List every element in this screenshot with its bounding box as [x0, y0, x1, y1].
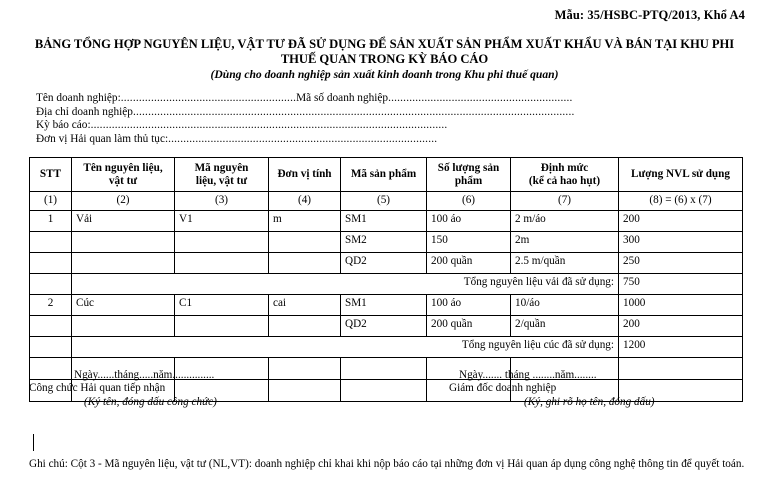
cell-material-used: 300: [619, 232, 743, 253]
cell-stt: 2: [30, 295, 72, 316]
cell-product-qty: 200 quần: [427, 316, 511, 337]
cell-unit: [269, 232, 341, 253]
cell-material-name: [72, 232, 175, 253]
col-header-material-code-l2: liệu, vật tư: [195, 174, 248, 187]
col-number-6: (6): [427, 192, 511, 211]
cell-total-value: 1200: [619, 337, 743, 358]
cell-material-name: [72, 253, 175, 274]
signature-right-note: (Ký, ghi rõ họ tên, đóng dấu): [524, 395, 655, 408]
col-number-3: (3): [175, 192, 269, 211]
col-number-2: (2): [72, 192, 175, 211]
cell-product-code: SM2: [341, 232, 427, 253]
table-row: [30, 253, 743, 274]
label-report-period: Kỳ báo cáo:: [36, 119, 91, 132]
cell-norm: 2/quần: [511, 316, 619, 337]
col-number-4: (4): [269, 192, 341, 211]
col-header-stt-l1: STT: [39, 168, 62, 180]
label-company-address: Địa chỉ doanh nghiệp: [36, 105, 133, 118]
cell-stt: [30, 274, 72, 295]
col-header-product-code: [341, 158, 427, 192]
table-row: [30, 211, 743, 232]
cell-product-qty: 150: [427, 232, 511, 253]
cell-material-name: Vải: [72, 211, 175, 232]
col-header-material-used-l1: Lượng NVL sử dụng: [631, 168, 730, 180]
col-header-material-name-l2: vật tư: [108, 174, 138, 187]
cell-norm: 10/áo: [511, 295, 619, 316]
col-header-product-code-l1: Mã sản phẩm: [350, 168, 417, 180]
label-company-name: Tên doanh nghiệp:: [36, 92, 121, 104]
cell-product-qty: 100 áo: [427, 211, 511, 232]
col-header-norm-l2: (kể cả hao hụt): [528, 174, 601, 187]
cell-product-qty: 100 áo: [427, 295, 511, 316]
info-line-company-name: [36, 92, 736, 106]
table-total-row: [30, 274, 743, 295]
cell-unit: [269, 316, 341, 337]
cell-material-used: 250: [619, 253, 743, 274]
cell-stt: [30, 316, 72, 337]
cell-unit: m: [269, 211, 341, 232]
info-line-customs-unit: [36, 133, 736, 147]
materials-table-wrapper: [29, 157, 742, 402]
label-customs-unit: Đơn vị Hải quan làm thủ tục:: [36, 133, 169, 146]
footnote: Ghi chú: Cột 3 - Mã nguyên liệu, vật tư (NL,VT): doanh nghiệp chỉ khai khi nộp báo cáo tại những đơn vị Hải quan áp dụng công nghệ thông tin để quyết toán.: [29, 458, 745, 470]
cell-product-code: SM1: [341, 295, 427, 316]
col-header-product-qty: [427, 158, 511, 192]
dots-report-period: ......................................................................................................................: [90, 119, 448, 132]
col-header-material-used: [619, 158, 743, 192]
cell-total-label: Tổng nguyên liệu cúc đã sử dụng:: [72, 337, 619, 358]
cell-material-code: C1: [175, 295, 269, 316]
col-header-unit: [269, 158, 341, 192]
table-row: [30, 316, 743, 337]
cell-stt: [30, 337, 72, 358]
cell-material-code: [175, 232, 269, 253]
cell-norm: 2m: [511, 232, 619, 253]
col-number-8: (8) = (6) x (7): [619, 192, 743, 211]
col-number-7: (7): [511, 192, 619, 211]
col-number-5: (5): [341, 192, 427, 211]
table-column-number-row: [30, 192, 743, 211]
signature-date-row: [29, 369, 742, 409]
materials-table: [29, 157, 743, 402]
cell-stt: [30, 253, 72, 274]
cell-product-code: SM1: [341, 211, 427, 232]
cell-unit: [269, 253, 341, 274]
cell-norm: 2.5 m/quần: [511, 253, 619, 274]
cell-material-code: [175, 253, 269, 274]
signature-right-date: Ngày....... tháng ........năm........: [459, 369, 597, 381]
page-title: BẢNG TỔNG HỢP NGUYÊN LIỆU, VẬT TƯ ĐÃ SỬ DỤNG ĐỂ SẢN XUẤT SẢN PHẨM XUẤT KHẨU VÀ BÁN TẠI KHU PHI THUẾ QUAN TRONG KỲ BÁO CÁO: [34, 37, 735, 66]
cell-stt: [30, 232, 72, 253]
table-head: [30, 158, 743, 211]
col-header-product-qty-l1: Số lượng sản: [437, 161, 500, 174]
dots-company-code: .............................................................: [388, 92, 573, 104]
text-cursor-caret: [33, 434, 34, 451]
dots-customs-unit: .........................................................................................: [168, 133, 438, 146]
company-info-block: [36, 92, 736, 147]
cell-unit: cai: [269, 295, 341, 316]
col-header-norm-l1: Định mức: [540, 161, 589, 174]
cell-norm: 2 m/áo: [511, 211, 619, 232]
col-number-1: (1): [30, 192, 72, 211]
cell-total-label: Tổng nguyên liệu vải đã sử dụng:: [72, 274, 619, 295]
cell-material-code: [175, 316, 269, 337]
cell-total-value: 750: [619, 274, 743, 295]
table-header-row: [30, 158, 743, 192]
dots-company-name: ..........................................................: [120, 92, 297, 104]
cell-product-qty: 200 quần: [427, 253, 511, 274]
cell-material-used: 200: [619, 316, 743, 337]
cell-stt: 1: [30, 211, 72, 232]
signature-left-note: (Ký tên, đóng dấu công chức): [84, 395, 217, 408]
cell-material-code: V1: [175, 211, 269, 232]
dots-company-address: ..................................................................................................................................................: [132, 105, 575, 118]
cell-product-code: QD2: [341, 316, 427, 337]
cell-material-name: [72, 316, 175, 337]
col-header-material-code: [175, 158, 269, 192]
form-code: Mẫu: 35/HSBC-PTQ/2013, Khổ A4: [554, 8, 745, 22]
col-header-material-name-l1: Tên nguyên liệu,: [83, 161, 163, 174]
col-header-material-name: [72, 158, 175, 192]
page-subtitle: (Dùng cho doanh nghiệp sản xuất kinh doanh trong Khu phi thuế quan): [210, 68, 559, 81]
signature-right-column: [449, 369, 742, 409]
signature-left-role: Công chức Hải quan tiếp nhận: [29, 382, 166, 395]
cell-material-used: 1000: [619, 295, 743, 316]
cell-product-code: QD2: [341, 253, 427, 274]
signature-left-date: Ngày......tháng.....năm...............: [74, 369, 215, 381]
table-row: [30, 232, 743, 253]
cell-material-name: Cúc: [72, 295, 175, 316]
info-line-report-period: [36, 119, 736, 133]
table-total-row: [30, 337, 743, 358]
col-header-product-qty-l2: phẩm: [454, 174, 483, 187]
col-header-unit-l1: Đơn vị tính: [277, 168, 332, 180]
col-header-stt: [30, 158, 72, 192]
col-header-norm: [511, 158, 619, 192]
col-header-material-code-l1: Mã nguyên: [194, 161, 249, 174]
title-block: [26, 37, 743, 82]
info-line-company-address: [36, 106, 736, 120]
signature-block: [29, 369, 742, 409]
signature-right-role: Giám đốc doanh nghiệp: [449, 382, 557, 395]
cell-material-used: 200: [619, 211, 743, 232]
table-row: [30, 295, 743, 316]
label-company-code: Mã số doanh nghiệp: [296, 92, 389, 104]
signature-left-column: [29, 369, 449, 409]
